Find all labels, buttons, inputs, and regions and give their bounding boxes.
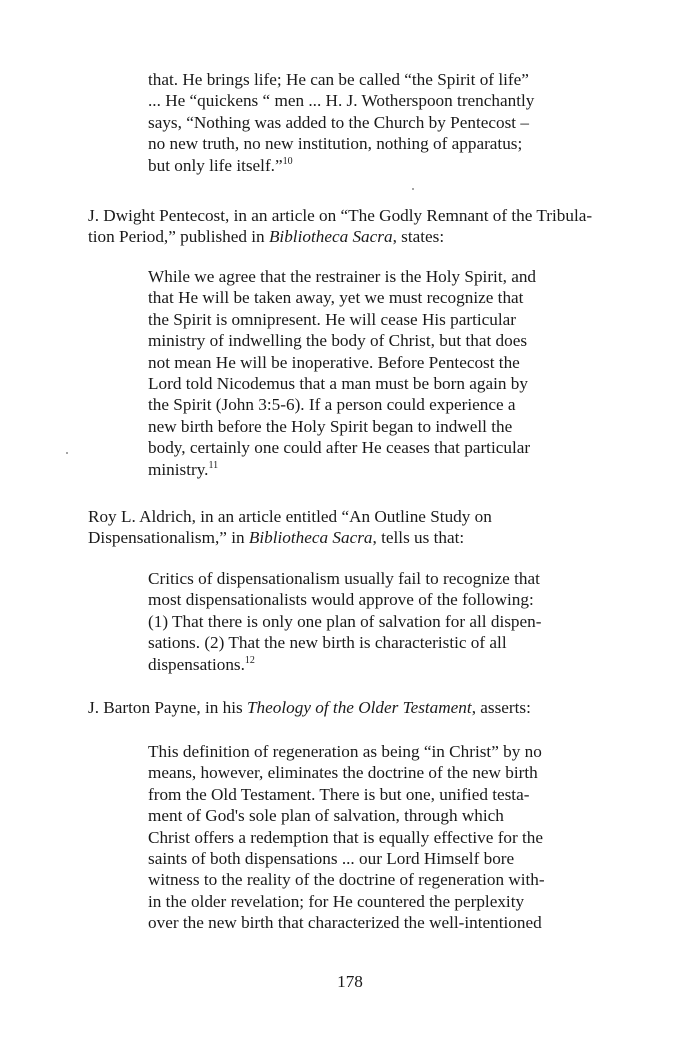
book-title: Bibliotheca Sacra bbox=[248, 528, 373, 548]
intro-paragraph-pentecost bbox=[88, 205, 648, 248]
quote-line: witness to the reality of the doctrine of regeneration with- bbox=[148, 870, 545, 890]
quote-line: body, certainly one could after He ceases that particular bbox=[148, 438, 531, 458]
quote-line: the Spirit (John 3:5-6). If a person could experience a bbox=[148, 395, 516, 415]
para-line: tion Period,” published in Bibliotheca Sacra, states: bbox=[88, 227, 445, 247]
quote-line: most dispensationalists would approve of the following: bbox=[148, 590, 534, 610]
block-quote-payne bbox=[148, 741, 588, 934]
quote-line: that. He brings life; He can be called “the Spirit of life” bbox=[148, 70, 529, 89]
quote-line: Critics of dispensationalism usually fail to recognize that bbox=[148, 569, 540, 588]
footnote-ref: 10 bbox=[282, 155, 293, 167]
quote-line: dispensations.$^{12}$ bbox=[148, 654, 255, 674]
book-title: Bibliotheca Sacra bbox=[268, 227, 393, 247]
quote-line: ment of God's sole plan of salvation, through which bbox=[148, 806, 504, 826]
page-number: 178 bbox=[337, 972, 363, 991]
intro-paragraph-aldrich bbox=[88, 506, 648, 549]
block-quote-pentecost bbox=[148, 266, 588, 480]
quote-line: saints of both dispensations ... our Lord Himself bore bbox=[148, 849, 515, 869]
block-quote-wotherspoon bbox=[148, 69, 588, 176]
scan-speck bbox=[412, 188, 414, 190]
para-line: Dispensationalism,” in Bibliotheca Sacra, tells us that: bbox=[88, 528, 465, 548]
footnote-ref: 12 bbox=[244, 654, 255, 666]
intro-paragraph-payne bbox=[88, 697, 648, 718]
quote-line: says, “Nothing was added to the Church by Pentecost – bbox=[148, 112, 529, 132]
quote-line: means, however, eliminates the doctrine of the new birth bbox=[148, 763, 538, 783]
quote-line: but only life itself.”$^{10}$ bbox=[148, 155, 293, 175]
footnote-ref: 11 bbox=[208, 459, 219, 471]
quote-line: Lord told Nicodemus that a man must be born again by bbox=[148, 374, 528, 394]
quote-line: from the Old Testament. There is but one, unified testa- bbox=[148, 784, 530, 804]
quote-line: no new truth, no new institution, nothing of apparatus; bbox=[148, 134, 523, 154]
quote-line: the Spirit is omnipresent. He will cease His particular bbox=[148, 309, 517, 329]
quote-line: in the older revelation; for He countered the perplexity bbox=[148, 891, 525, 911]
para-line: J. Barton Payne, in his Theology of the Older Testament, asserts: bbox=[88, 698, 531, 717]
book-title: Theology of the Older Testament bbox=[246, 698, 472, 717]
para-line: Roy L. Aldrich, in an article entitled “An Outline Study on bbox=[88, 507, 492, 526]
quote-line: ministry.$^{11}$ bbox=[148, 459, 219, 479]
quote-line: new birth before the Holy Spirit began to indwell the bbox=[148, 416, 513, 436]
quote-line: (1) That there is only one plan of salvation for all dispen- bbox=[148, 611, 542, 631]
quote-line: Christ offers a redemption that is equally effective for the bbox=[148, 827, 544, 847]
quote-line: not mean He will be inoperative. Before Pentecost the bbox=[148, 352, 520, 372]
para-line: J. Dwight Pentecost, in an article on “The Godly Remnant of the Tribula- bbox=[88, 206, 593, 225]
quote-line: While we agree that the restrainer is the Holy Spirit, and bbox=[148, 267, 537, 286]
quote-line: This definition of regeneration as being “in Christ” by no bbox=[148, 742, 542, 761]
quote-line: ministry of indwelling the body of Christ, but that does bbox=[148, 331, 528, 351]
quote-line: sations. (2) That the new birth is characteristic of all bbox=[148, 633, 507, 653]
block-quote-aldrich bbox=[148, 568, 588, 675]
quote-line: over the new birth that characterized the well-intentioned bbox=[148, 913, 542, 933]
scan-speck bbox=[66, 452, 68, 454]
quote-line: that He will be taken away, yet we must recognize that bbox=[148, 288, 524, 308]
quote-line: ... He “quickens “ men ... H. J. Wotherspoon trenchantly bbox=[148, 91, 535, 111]
